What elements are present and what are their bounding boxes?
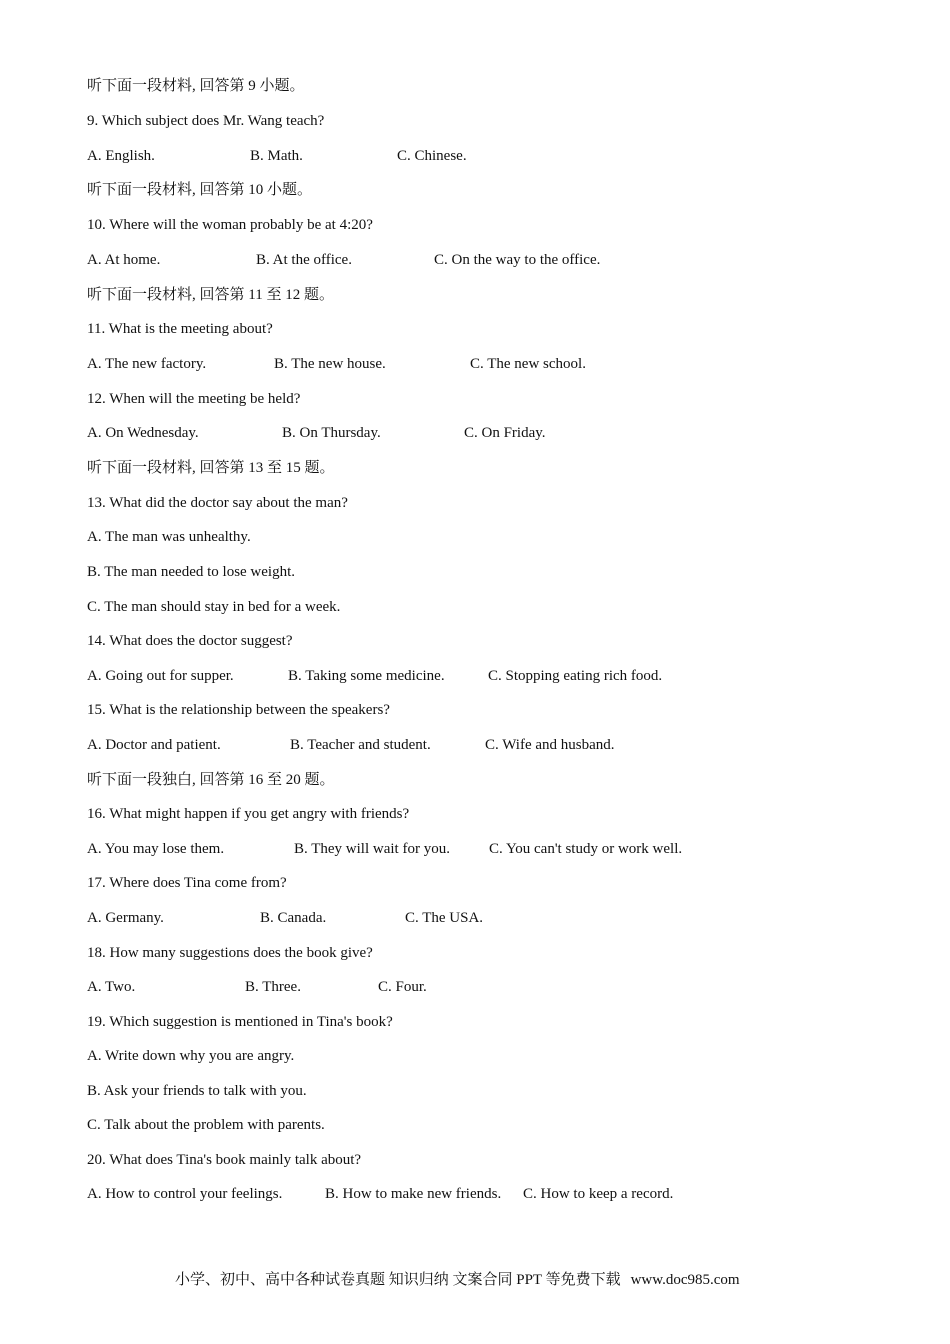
question-15-options — [87, 735, 787, 755]
option-b: B. Teacher and student. — [290, 737, 431, 753]
option-c: C. Chinese. — [397, 148, 467, 164]
option-b: B. They will wait for you. — [294, 841, 450, 857]
option-b: B. Taking some medicine. — [288, 668, 445, 684]
question-16-options — [87, 839, 807, 859]
option-c: C. The USA. — [405, 910, 484, 926]
option-a: A. How to control your feelings. — [87, 1186, 283, 1202]
section-instruction: 听下面一段独白, 回答第 16 至 20 题。 — [87, 772, 335, 788]
question-19-option-b: B. Ask your friends to talk with you. — [87, 1083, 307, 1099]
option-b: B. At the office. — [256, 252, 352, 268]
question-17-options — [87, 908, 787, 928]
question-12: 12. When will the meeting be held? — [87, 391, 301, 407]
option-c: C. How to keep a record. — [523, 1186, 674, 1202]
option-b: B. Math. — [250, 148, 303, 164]
section-instruction: 听下面一段材料, 回答第 9 小题。 — [87, 78, 305, 94]
question-13-option-c: C. The man should stay in bed for a week. — [87, 599, 341, 615]
option-a: A. The new factory. — [87, 356, 207, 372]
footer-url-link[interactable]: www.doc985.com — [630, 1272, 740, 1288]
question-9-options — [87, 146, 787, 166]
question-11: 11. What is the meeting about? — [87, 321, 273, 337]
option-a: A. On Wednesday. — [87, 425, 199, 441]
question-14: 14. What does the doctor suggest? — [87, 633, 293, 649]
option-c: C. On the way to the office. — [434, 252, 601, 268]
option-b: B. The new house. — [274, 356, 386, 372]
option-a: A. Doctor and patient. — [87, 737, 221, 753]
option-a: A. At home. — [87, 252, 161, 268]
page-footer — [175, 1270, 740, 1290]
question-14-options — [87, 666, 787, 686]
question-10-options — [87, 250, 787, 270]
option-c: C. Stopping eating rich food. — [488, 668, 663, 684]
footer-text: 小学、初中、高中各种试卷真题 知识归纳 文案合同 PPT 等免费下载 — [175, 1272, 621, 1288]
option-c: C. You can't study or work well. — [489, 841, 683, 857]
question-13-option-b: B. The man needed to lose weight. — [87, 564, 296, 580]
option-b: B. Canada. — [260, 910, 327, 926]
question-9: 9. Which subject does Mr. Wang teach? — [87, 113, 325, 129]
question-19-option-c: C. Talk about the problem with parents. — [87, 1117, 325, 1133]
option-c: C. Wife and husband. — [485, 737, 615, 753]
option-a: A. Germany. — [87, 910, 164, 926]
option-c: C. Four. — [378, 979, 427, 995]
question-13-option-a: A. The man was unhealthy. — [87, 529, 251, 545]
option-b: B. How to make new friends. — [325, 1186, 502, 1202]
question-18: 18. How many suggestions does the book give? — [87, 945, 373, 961]
question-12-options — [87, 423, 787, 443]
section-instruction: 听下面一段材料, 回答第 13 至 15 题。 — [87, 460, 335, 476]
section-instruction: 听下面一段材料, 回答第 11 至 12 题。 — [87, 287, 334, 303]
question-13: 13. What did the doctor say about the man? — [87, 495, 348, 511]
option-c: C. On Friday. — [464, 425, 546, 441]
option-a: A. Two. — [87, 979, 136, 995]
question-16: 16. What might happen if you get angry with friends? — [87, 806, 410, 822]
option-a: A. English. — [87, 148, 155, 164]
option-a: A. You may lose them. — [87, 841, 225, 857]
option-b: B. Three. — [245, 979, 301, 995]
question-20: 20. What does Tina's book mainly talk about? — [87, 1152, 362, 1168]
question-11-options — [87, 354, 787, 374]
question-19: 19. Which suggestion is mentioned in Tina's book? — [87, 1014, 393, 1030]
question-20-options — [87, 1184, 807, 1204]
question-18-options — [87, 977, 787, 997]
question-15: 15. What is the relationship between the speakers? — [87, 702, 390, 718]
option-c: C. The new school. — [470, 356, 586, 372]
question-10: 10. Where will the woman probably be at 4:20? — [87, 217, 373, 233]
option-a: A. Going out for supper. — [87, 668, 234, 684]
question-17: 17. Where does Tina come from? — [87, 875, 287, 891]
question-19-option-a: A. Write down why you are angry. — [87, 1048, 295, 1064]
section-instruction: 听下面一段材料, 回答第 10 小题。 — [87, 182, 313, 198]
option-b: B. On Thursday. — [282, 425, 381, 441]
